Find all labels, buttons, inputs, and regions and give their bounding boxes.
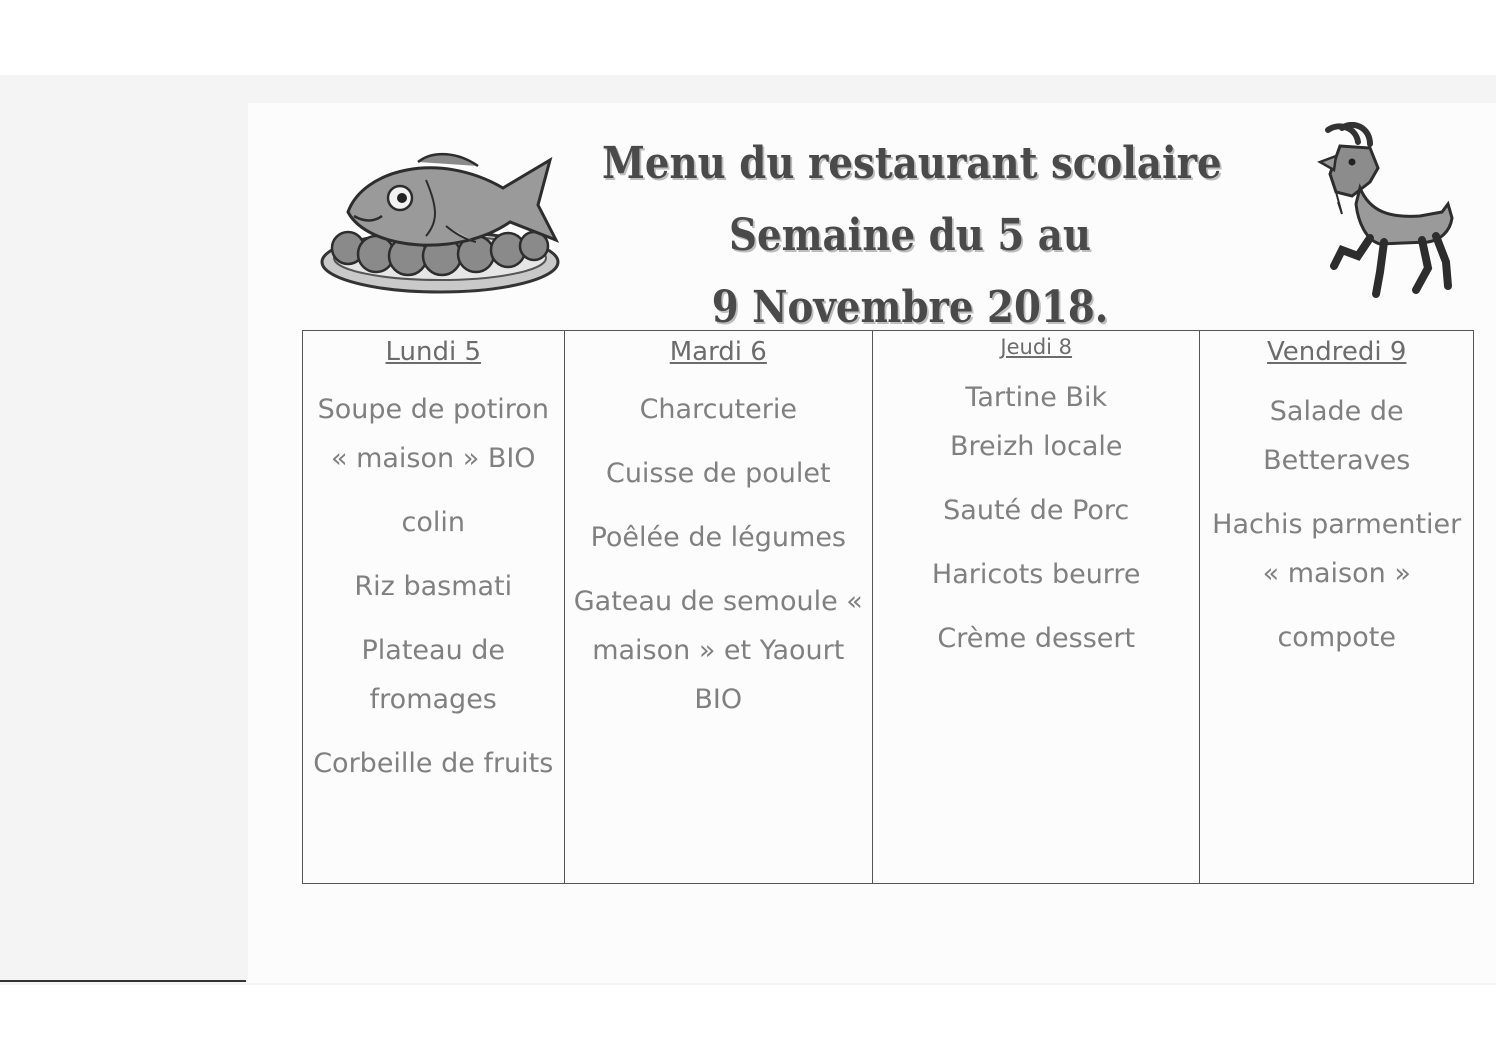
menu-table (302, 330, 1474, 884)
day-column-vendredi (1200, 331, 1473, 883)
menu-item: Plateau de fromages (361, 635, 506, 715)
bottom-rule (0, 980, 246, 982)
day-column-mardi (565, 331, 873, 883)
menu-item: Crème dessert (937, 623, 1136, 654)
day-heading: Lundi 5 (385, 337, 482, 367)
menu-item: Poêlée de légumes (590, 522, 846, 553)
menu-item: Salade de Betteraves (1263, 396, 1411, 476)
day-heading: Jeudi 8 (1000, 335, 1073, 359)
title-line-3: 9 Novembre 2018. (711, 282, 1109, 333)
menu-item: Riz basmati (354, 571, 513, 602)
day-heading: Vendredi 9 (1267, 337, 1407, 367)
day-heading: Mardi 6 (669, 337, 767, 367)
menu-item: Hachis parmentier « maison » (1212, 509, 1462, 589)
menu-item: compote (1277, 622, 1396, 653)
menu-item: colin (401, 507, 466, 538)
menu-title (602, 128, 1222, 344)
day-column-jeudi (873, 331, 1200, 883)
menu-item: Gateau de semoule « maison » et Yaourt BIO (573, 586, 863, 715)
menu-item: Tartine Bik Breizh locale (949, 382, 1123, 462)
title-line-1: Menu du restaurant scolaire (602, 138, 1222, 189)
menu-item: Haricots beurre (931, 559, 1141, 590)
menu-item: Soupe de potiron « maison » BIO (317, 394, 549, 474)
title-line-2: Semaine du 5 au (728, 210, 1092, 261)
fish-on-plate-icon (318, 150, 564, 298)
goat-icon (1300, 122, 1458, 302)
menu-item: Charcuterie (639, 394, 797, 425)
menu-item: Cuisse de poulet (605, 458, 831, 489)
menu-item: Corbeille de fruits (313, 748, 554, 779)
day-column-lundi (303, 331, 565, 883)
menu-item: Sauté de Porc (943, 495, 1130, 526)
